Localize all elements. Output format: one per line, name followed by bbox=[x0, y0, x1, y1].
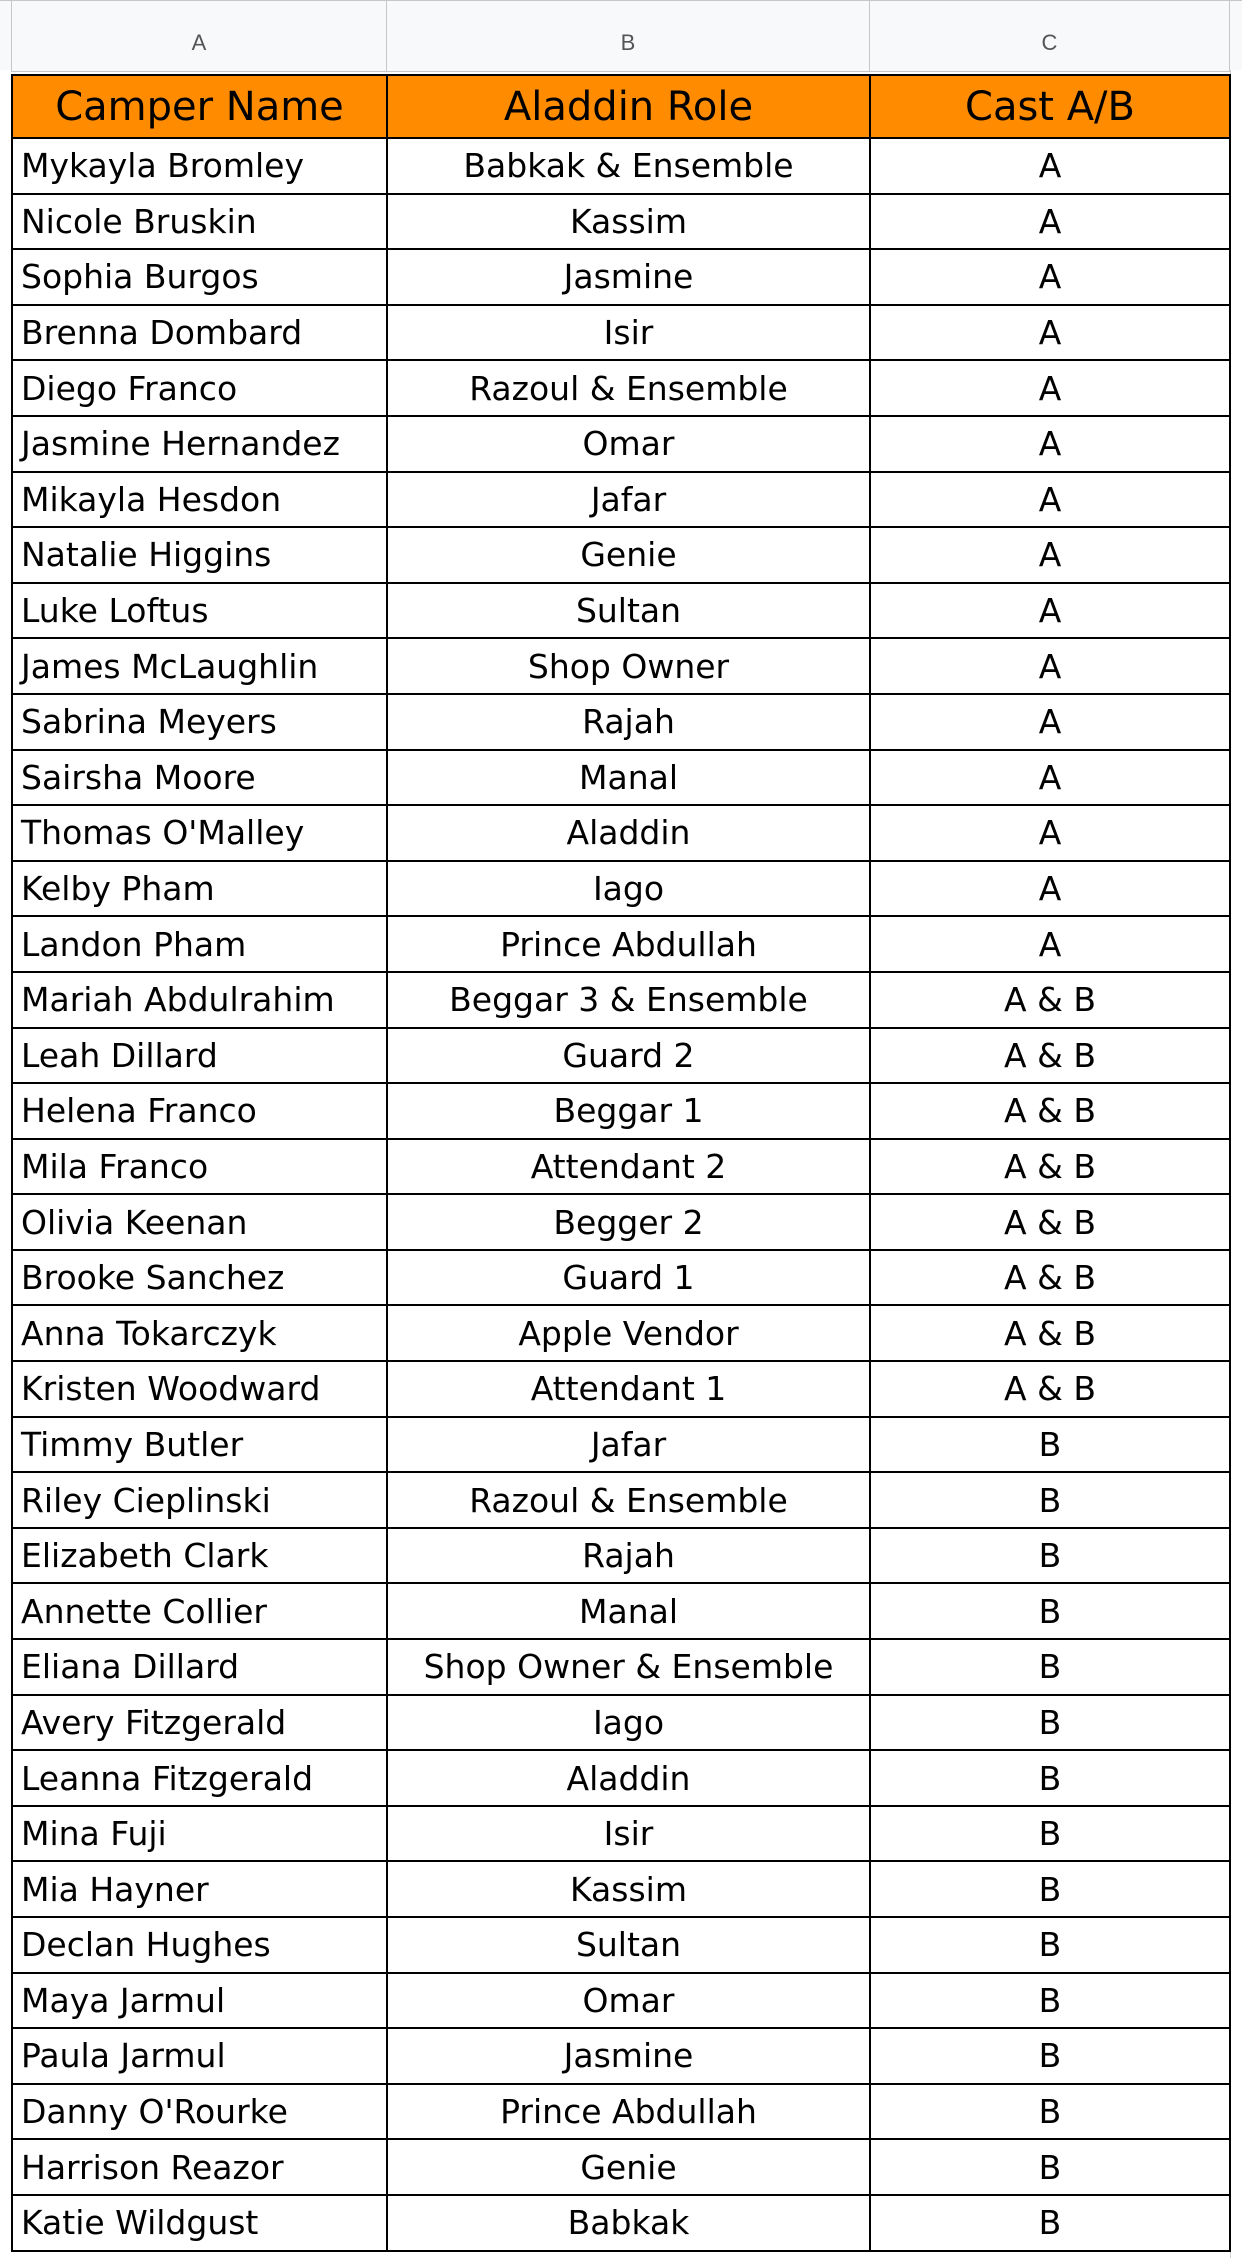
table-row bbox=[12, 527, 1230, 583]
table-row bbox=[12, 2195, 1230, 2251]
cell-cast[interactable]: A bbox=[870, 194, 1230, 250]
table-row bbox=[12, 1917, 1230, 1973]
table-row bbox=[12, 638, 1230, 694]
cell-camper-name[interactable]: Mariah Abdulrahim bbox=[12, 972, 387, 1028]
cell-aladdin-role[interactable]: Rajah bbox=[387, 1528, 870, 1584]
table-row bbox=[12, 1695, 1230, 1751]
cell-cast[interactable]: B bbox=[870, 2084, 1230, 2140]
cell-cast[interactable]: A & B bbox=[870, 1083, 1230, 1139]
cell-cast[interactable]: A bbox=[870, 249, 1230, 305]
table-row bbox=[12, 583, 1230, 639]
cell-camper-name[interactable]: Luke Loftus bbox=[12, 583, 387, 639]
cell-camper-name[interactable]: Mykayla Bromley bbox=[12, 138, 387, 194]
column-header-bar bbox=[0, 0, 1242, 72]
cell-cast[interactable]: A & B bbox=[870, 972, 1230, 1028]
cell-cast[interactable]: B bbox=[870, 2139, 1230, 2195]
cell-camper-name[interactable]: Mia Hayner bbox=[12, 1861, 387, 1917]
cell-aladdin-role[interactable]: Omar bbox=[387, 1973, 870, 2029]
cell-aladdin-role[interactable]: Beggar 1 bbox=[387, 1083, 870, 1139]
table-row bbox=[12, 861, 1230, 917]
table-row bbox=[12, 1806, 1230, 1862]
left-gutter bbox=[0, 70, 11, 2258]
cell-camper-name[interactable]: Danny O'Rourke bbox=[12, 2084, 387, 2140]
header-camper-name[interactable]: Camper Name bbox=[12, 75, 387, 138]
cell-cast[interactable]: B bbox=[870, 1528, 1230, 1584]
cell-cast[interactable]: B bbox=[870, 1973, 1230, 2029]
table-row bbox=[12, 972, 1230, 1028]
cell-aladdin-role[interactable]: Sultan bbox=[387, 583, 870, 639]
cell-camper-name[interactable]: Eliana Dillard bbox=[12, 1639, 387, 1695]
cell-cast[interactable]: B bbox=[870, 2195, 1230, 2251]
table-row bbox=[12, 1861, 1230, 1917]
table-row bbox=[12, 249, 1230, 305]
right-gutter bbox=[1230, 70, 1242, 2258]
cell-camper-name[interactable]: Diego Franco bbox=[12, 360, 387, 416]
cell-camper-name[interactable]: Annette Collier bbox=[12, 1583, 387, 1639]
cell-camper-name[interactable]: Brooke Sanchez bbox=[12, 1250, 387, 1306]
table-row bbox=[12, 1472, 1230, 1528]
cell-camper-name[interactable]: Declan Hughes bbox=[12, 1917, 387, 1973]
cell-aladdin-role[interactable]: Jasmine bbox=[387, 249, 870, 305]
table-row bbox=[12, 2084, 1230, 2140]
header-row bbox=[12, 75, 1230, 138]
cell-camper-name[interactable]: Riley Cieplinski bbox=[12, 1472, 387, 1528]
cell-cast[interactable]: A bbox=[870, 138, 1230, 194]
cell-camper-name[interactable]: Mila Franco bbox=[12, 1139, 387, 1195]
cell-cast[interactable]: A bbox=[870, 805, 1230, 861]
table-row bbox=[12, 1194, 1230, 1250]
cell-cast[interactable]: B bbox=[870, 1917, 1230, 1973]
cell-aladdin-role[interactable]: Jasmine bbox=[387, 2028, 870, 2084]
cell-cast[interactable]: A bbox=[870, 750, 1230, 806]
column-header-b[interactable]: B bbox=[386, 1, 869, 71]
table-row bbox=[12, 1250, 1230, 1306]
cell-aladdin-role[interactable]: Guard 2 bbox=[387, 1028, 870, 1084]
header-cast[interactable]: Cast A/B bbox=[870, 75, 1230, 138]
cell-aladdin-role[interactable]: Attendant 1 bbox=[387, 1361, 870, 1417]
cell-camper-name[interactable]: Sabrina Meyers bbox=[12, 694, 387, 750]
table-row bbox=[12, 1639, 1230, 1695]
cell-aladdin-role[interactable]: Jafar bbox=[387, 472, 870, 528]
table-row bbox=[12, 1028, 1230, 1084]
table-row bbox=[12, 1528, 1230, 1584]
column-header-a[interactable]: A bbox=[11, 1, 386, 71]
table-row bbox=[12, 360, 1230, 416]
cell-camper-name[interactable]: Kristen Woodward bbox=[12, 1361, 387, 1417]
table-row bbox=[12, 1973, 1230, 2029]
cell-camper-name[interactable]: Paula Jarmul bbox=[12, 2028, 387, 2084]
cell-cast[interactable]: A bbox=[870, 583, 1230, 639]
cell-cast[interactable]: B bbox=[870, 1639, 1230, 1695]
cell-aladdin-role[interactable]: Guard 1 bbox=[387, 1250, 870, 1306]
cell-cast[interactable]: A bbox=[870, 416, 1230, 472]
cell-camper-name[interactable]: Leanna Fitzgerald bbox=[12, 1750, 387, 1806]
cell-camper-name[interactable]: Thomas O'Malley bbox=[12, 805, 387, 861]
table-row bbox=[12, 1750, 1230, 1806]
cell-aladdin-role[interactable]: Manal bbox=[387, 750, 870, 806]
cell-camper-name[interactable]: Jasmine Hernandez bbox=[12, 416, 387, 472]
cell-aladdin-role[interactable]: Beggar 3 & Ensemble bbox=[387, 972, 870, 1028]
cell-camper-name[interactable]: Katie Wildgust bbox=[12, 2195, 387, 2251]
cell-camper-name[interactable]: Olivia Keenan bbox=[12, 1194, 387, 1250]
column-header-c[interactable]: C bbox=[869, 1, 1230, 71]
cell-cast[interactable]: A bbox=[870, 305, 1230, 361]
cell-camper-name[interactable]: Nicole Bruskin bbox=[12, 194, 387, 250]
cell-aladdin-role[interactable]: Razoul & Ensemble bbox=[387, 360, 870, 416]
cell-cast[interactable]: A bbox=[870, 472, 1230, 528]
table-row bbox=[12, 1305, 1230, 1361]
cell-camper-name[interactable]: Avery Fitzgerald bbox=[12, 1695, 387, 1751]
cell-camper-name[interactable]: Brenna Dombard bbox=[12, 305, 387, 361]
table-row bbox=[12, 194, 1230, 250]
cell-cast[interactable]: A & B bbox=[870, 1139, 1230, 1195]
cell-aladdin-role[interactable]: Kassim bbox=[387, 1861, 870, 1917]
cell-aladdin-role[interactable]: Attendant 2 bbox=[387, 1139, 870, 1195]
cell-cast[interactable]: B bbox=[870, 1472, 1230, 1528]
table-row bbox=[12, 1583, 1230, 1639]
cell-cast[interactable]: A bbox=[870, 360, 1230, 416]
cell-cast[interactable]: A bbox=[870, 694, 1230, 750]
cell-camper-name[interactable]: James McLaughlin bbox=[12, 638, 387, 694]
cell-camper-name[interactable]: Natalie Higgins bbox=[12, 527, 387, 583]
cell-aladdin-role[interactable]: Iago bbox=[387, 861, 870, 917]
table-row bbox=[12, 916, 1230, 972]
cell-cast[interactable]: B bbox=[870, 1750, 1230, 1806]
table-row bbox=[12, 416, 1230, 472]
cell-camper-name[interactable]: Leah Dillard bbox=[12, 1028, 387, 1084]
cell-aladdin-role[interactable]: Genie bbox=[387, 527, 870, 583]
cell-aladdin-role[interactable]: Isir bbox=[387, 305, 870, 361]
table-row bbox=[12, 1139, 1230, 1195]
cell-cast[interactable]: B bbox=[870, 1806, 1230, 1862]
cell-camper-name[interactable]: Kelby Pham bbox=[12, 861, 387, 917]
cell-aladdin-role[interactable]: Apple Vendor bbox=[387, 1305, 870, 1361]
cell-cast[interactable]: A bbox=[870, 861, 1230, 917]
cell-cast[interactable]: B bbox=[870, 1583, 1230, 1639]
cell-aladdin-role[interactable]: Rajah bbox=[387, 694, 870, 750]
table-row bbox=[12, 750, 1230, 806]
cell-camper-name[interactable]: Mikayla Hesdon bbox=[12, 472, 387, 528]
table-row bbox=[12, 2028, 1230, 2084]
cell-cast[interactable]: B bbox=[870, 1417, 1230, 1473]
table-row bbox=[12, 1083, 1230, 1139]
cell-camper-name[interactable]: Elizabeth Clark bbox=[12, 1528, 387, 1584]
table-row bbox=[12, 138, 1230, 194]
cell-aladdin-role[interactable]: Jafar bbox=[387, 1417, 870, 1473]
cell-aladdin-role[interactable]: Iago bbox=[387, 1695, 870, 1751]
cell-aladdin-role[interactable]: Sultan bbox=[387, 1917, 870, 1973]
cell-camper-name[interactable]: Helena Franco bbox=[12, 1083, 387, 1139]
cell-aladdin-role[interactable]: Kassim bbox=[387, 194, 870, 250]
cell-aladdin-role[interactable]: Aladdin bbox=[387, 1750, 870, 1806]
cell-cast[interactable]: B bbox=[870, 1695, 1230, 1751]
header-aladdin-role[interactable]: Aladdin Role bbox=[387, 75, 870, 138]
cell-cast[interactable]: A & B bbox=[870, 1305, 1230, 1361]
cell-aladdin-role[interactable]: Razoul & Ensemble bbox=[387, 1472, 870, 1528]
cell-camper-name[interactable]: Harrison Reazor bbox=[12, 2139, 387, 2195]
cell-aladdin-role[interactable]: Babkak & Ensemble bbox=[387, 138, 870, 194]
cell-aladdin-role[interactable]: Omar bbox=[387, 416, 870, 472]
table-body bbox=[12, 138, 1230, 2251]
cell-camper-name[interactable]: Landon Pham bbox=[12, 916, 387, 972]
table-row bbox=[12, 472, 1230, 528]
cell-aladdin-role[interactable]: Prince Abdullah bbox=[387, 2084, 870, 2140]
cell-cast[interactable]: B bbox=[870, 2028, 1230, 2084]
table-row bbox=[12, 805, 1230, 861]
table-row bbox=[12, 305, 1230, 361]
table-row bbox=[12, 1361, 1230, 1417]
cell-aladdin-role[interactable]: Prince Abdullah bbox=[387, 916, 870, 972]
table-row bbox=[12, 694, 1230, 750]
cell-cast[interactable]: A bbox=[870, 638, 1230, 694]
cell-aladdin-role[interactable]: Shop Owner bbox=[387, 638, 870, 694]
cell-camper-name[interactable]: Sairsha Moore bbox=[12, 750, 387, 806]
cell-aladdin-role[interactable]: Aladdin bbox=[387, 805, 870, 861]
cell-cast[interactable]: A & B bbox=[870, 1028, 1230, 1084]
cell-aladdin-role[interactable]: Genie bbox=[387, 2139, 870, 2195]
cell-aladdin-role[interactable]: Babkak bbox=[387, 2195, 870, 2251]
cell-aladdin-role[interactable]: Begger 2 bbox=[387, 1194, 870, 1250]
cell-cast[interactable]: B bbox=[870, 1861, 1230, 1917]
cell-camper-name[interactable]: Maya Jarmul bbox=[12, 1973, 387, 2029]
cell-camper-name[interactable]: Sophia Burgos bbox=[12, 249, 387, 305]
cell-cast[interactable]: A bbox=[870, 527, 1230, 583]
cell-aladdin-role[interactable]: Isir bbox=[387, 1806, 870, 1862]
cell-cast[interactable]: A & B bbox=[870, 1194, 1230, 1250]
cell-cast[interactable]: A bbox=[870, 916, 1230, 972]
cell-cast[interactable]: A & B bbox=[870, 1361, 1230, 1417]
cell-aladdin-role[interactable]: Shop Owner & Ensemble bbox=[387, 1639, 870, 1695]
cast-list-table bbox=[11, 74, 1231, 2252]
cell-camper-name[interactable]: Mina Fuji bbox=[12, 1806, 387, 1862]
table-row bbox=[12, 1417, 1230, 1473]
cell-cast[interactable]: A & B bbox=[870, 1250, 1230, 1306]
table-row bbox=[12, 2139, 1230, 2195]
cell-aladdin-role[interactable]: Manal bbox=[387, 1583, 870, 1639]
cell-camper-name[interactable]: Anna Tokarczyk bbox=[12, 1305, 387, 1361]
cell-camper-name[interactable]: Timmy Butler bbox=[12, 1417, 387, 1473]
